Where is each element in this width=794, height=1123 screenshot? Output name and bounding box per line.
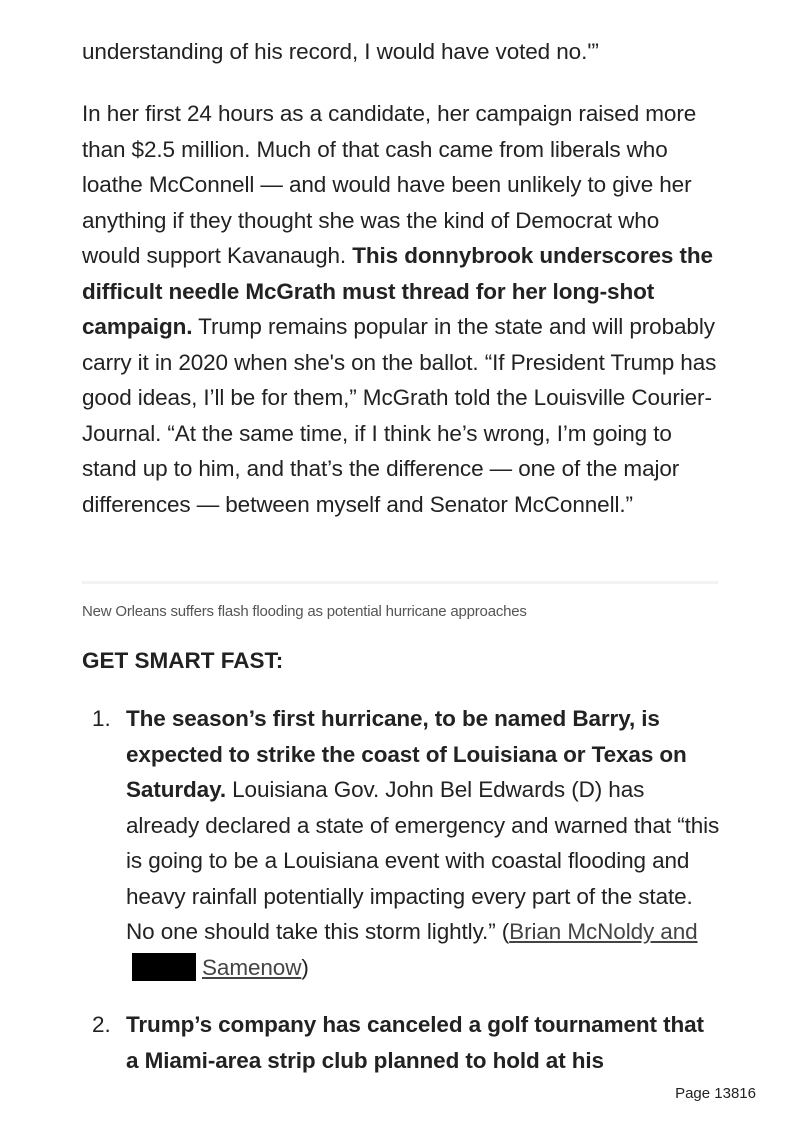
paragraph-campaign xyxy=(82,96,722,522)
section-divider xyxy=(82,581,718,584)
list-item-text xyxy=(126,701,722,985)
video-caption: New Orleans suffers flash flooding as potential hurricane approaches xyxy=(82,603,527,620)
paragraph-text-start: In her first 24 hours as a candidate, her campaign raised more than $2.5 million. Much of that cash came from liberals who loathe McConnell — and would have been unlikely to give her anything if they thought she was the kind of Democrat who would support Kavanaugh. xyxy=(82,101,697,268)
list-item-body: Louisiana Gov. John Bel Edwards (D) has already declared a state of emergency and warned that “this is going to be a Louisiana event with coastal flooding and heavy rainfall potentially impacting every part of the state. No one should take this storm lightly.” ( xyxy=(126,777,720,944)
page-number: Page 13816 xyxy=(675,1085,756,1102)
list-item xyxy=(82,1007,722,1078)
list-item-number: 1. xyxy=(92,706,111,731)
news-list xyxy=(82,701,722,1100)
list-item-text xyxy=(126,1007,722,1078)
list-item-number: 2. xyxy=(92,1012,111,1037)
list-item-close: ) xyxy=(301,954,309,980)
author-link-text-a: Brian McNoldy and xyxy=(509,919,698,944)
section-heading: GET SMART FAST: xyxy=(82,648,284,673)
list-item-bold: Trump’s company has canceled a golf tournament that a Miami-area strip club planned to hold at his xyxy=(126,1012,704,1073)
list-item-bold: The season’s first hurricane, to be named Barry, is expected to strike the coast of Louisiana or Texas on Saturday. xyxy=(126,706,687,802)
paragraph-continued: understanding of his record, I would have voted no.'” xyxy=(82,39,599,64)
author-link-text-b: Samenow xyxy=(202,954,302,980)
paragraph-bold-statement: This donnybrook underscores the difficult needle McGrath must thread for her long-shot campaign. xyxy=(82,243,713,339)
list-item xyxy=(82,701,722,985)
paragraph-text-end: Trump remains popular in the state and will probably carry it in 2020 when she's on the ballot. “If President Trump has good ideas, I’ll be for them,” McGrath told the Louisville Courier-Journal. “At the same time, if I think he’s wrong, I’m going to stand up to him, and that’s the difference — one of the major differences — between myself and Senator McConnell.” xyxy=(82,314,717,517)
redaction-box xyxy=(132,953,196,981)
